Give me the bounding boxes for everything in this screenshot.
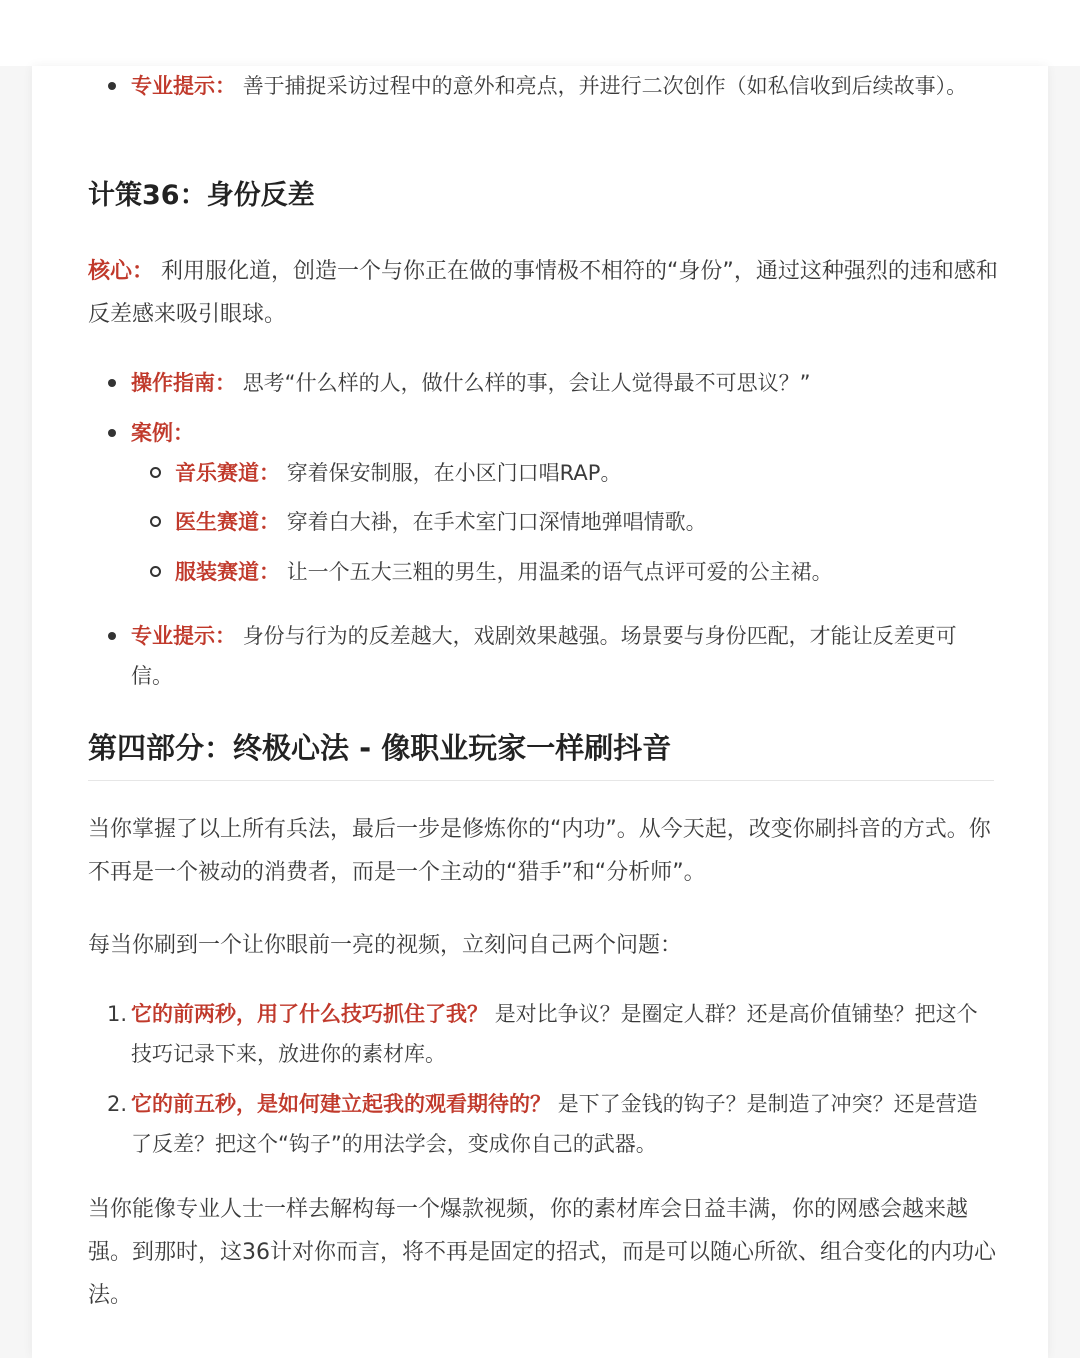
guide-label: 操作指南： [131, 371, 236, 395]
section-heading: 计策36：身份反差 [88, 180, 315, 211]
question-number: 1. [107, 1002, 128, 1026]
article-card [32, 66, 1048, 1358]
question-number: 2. [107, 1092, 128, 1116]
case-label: 医生赛道： [175, 510, 280, 534]
part4-paragraph-2: 每当你刷到一个让你眼前一亮的视频，立刻问自己两个问题： [88, 933, 683, 958]
part4-paragraph-3: 当你能像专业人士一样去解构每一个爆款视频，你的素材库会日益丰满，你的网感会越来越强。到那时，这36计对你而言，将不再是固定的招式，而是可以随心所欲、组合变化的内功心法。 [88, 1197, 996, 1308]
case-text: 让一个五大三粗的男生，用温柔的语气点评可爱的公主裙。 [286, 560, 833, 584]
sub-list-item [88, 453, 998, 493]
list-item [88, 66, 998, 106]
case-text: 穿着保安制服，在小区门口唱RAP。 [286, 461, 622, 485]
tip-text: 善于捕捉采访过程中的意外和亮点，并进行二次创作（如私信收到后续故事）。 [242, 74, 968, 98]
top-tip-item [88, 66, 998, 106]
guide-text: 思考“什么样的人，做什么样的事，会让人觉得最不可思议？” [242, 371, 811, 395]
question-label: 它的前五秒，是如何建立起我的观看期待的？ [131, 1092, 551, 1116]
case-label: 服装赛道： [175, 560, 280, 584]
core-label: 核心： [88, 259, 155, 284]
cases-label: 案例： [131, 421, 194, 445]
part4-header [88, 726, 998, 781]
tip-label: 专业提示： [131, 74, 236, 98]
part4-paragraph-1: 当你掌握了以上所有兵法，最后一步是修炼你的“内功”。从今天起，改变你刷抖音的方式。你不再是一个被动的消费者，而是一个主动的“猎手”和“分析师”。 [88, 817, 991, 885]
section36-list [88, 363, 998, 696]
question-text: 是下了金钱的钩子？是制造了冲突？还是营造了反差？把这个“钩子”的用法学会，变成你自己的武器。 [131, 1092, 978, 1156]
heading-divider [88, 780, 994, 781]
sub-list-item [88, 552, 998, 592]
question-list [88, 994, 998, 1164]
tip-label: 专业提示： [131, 624, 236, 648]
question-text: 是对比争议？是圈定人群？还是高价值铺垫？把这个技巧记录下来，放进你的素材库。 [131, 1002, 978, 1066]
case-text: 穿着白大褂，在手术室门口深情地弹唱情歌。 [286, 510, 707, 534]
tip-text: 身份与行为的反差越大，戏剧效果越强。场景要与身份匹配，才能让反差更可信。 [131, 624, 957, 688]
sub-list-item [88, 502, 998, 542]
question-label: 它的前两秒，用了什么技巧抓住了我？ [131, 1002, 488, 1026]
question-item [88, 1084, 998, 1164]
core-paragraph [88, 250, 998, 336]
top-whitespace [0, 0, 1080, 66]
list-item-tip [88, 616, 998, 696]
list-item-cases [88, 413, 998, 453]
list-item-guide [88, 363, 998, 403]
part4-title: 第四部分：终极心法 - 像职业玩家一样刷抖音 [88, 731, 672, 765]
case-label: 音乐赛道： [175, 461, 280, 485]
question-item [88, 994, 998, 1074]
core-text: 利用服化道，创造一个与你正在做的事情极不相符的“身份”，通过这种强烈的违和感和反差感来吸引眼球。 [88, 259, 998, 327]
